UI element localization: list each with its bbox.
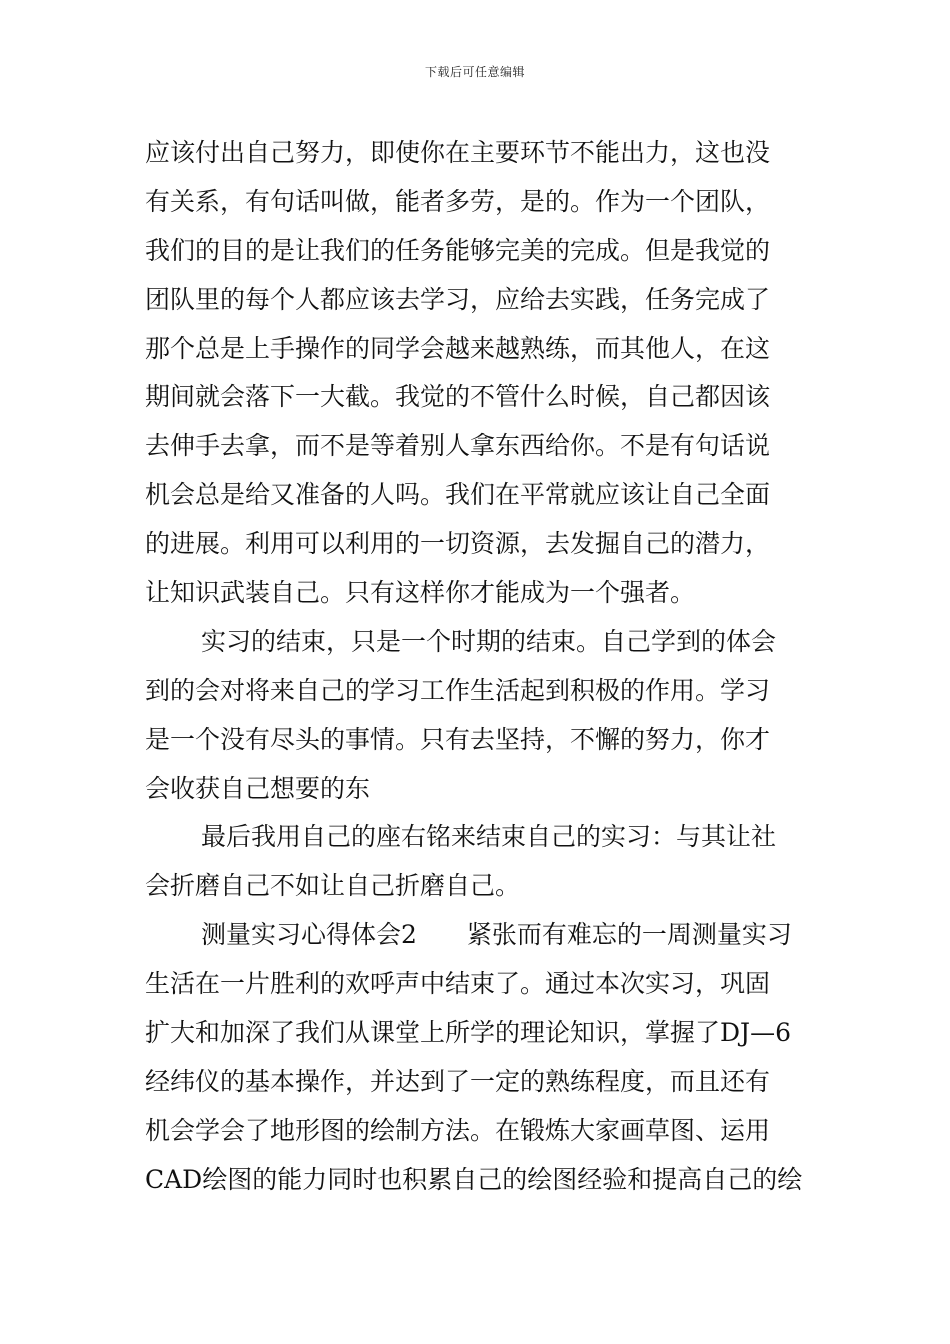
text-line: 生活在一片胜利的欢呼声中结束了。通过本次实习，巩固	[145, 969, 771, 999]
text-line: 让知识武装自己。只有这样你才能成为一个强者。	[145, 578, 696, 608]
text-line: 应该付出自己努力，即使你在主要环节不能出力，这也没	[145, 138, 771, 167]
text-line: 扩大和加深了我们从课堂上所学的理论知识，掌握了DJ—6	[145, 1018, 791, 1048]
text-line: 是一个没有尽头的事情。只有去坚持，不懈的努力，你才	[145, 724, 771, 754]
text-line: 会折磨自己不如让自己折磨自己。	[145, 871, 521, 901]
text-line: 经纬仪的基本操作，并达到了一定的熟练程度，而且还有	[145, 1066, 771, 1096]
body-text	[145, 129, 810, 1205]
text-line: 会收获自己想要的东	[145, 773, 371, 803]
text-line: 的进展。利用可以利用的一切资源，去发掘自己的潜力，	[145, 529, 771, 559]
section-heading-line: 测量实习心得体会2 紧张而有难忘的一周测量实习	[201, 920, 792, 950]
text-line: 到的会对将来自己的学习工作生活起到积极的作用。学习	[145, 675, 771, 705]
header-note: 下载后可任意编辑	[424, 65, 525, 79]
text-line: CAD绘图的能力同时也积累自己的绘图经验和提高自己的绘	[145, 1164, 803, 1194]
text-line: 机会学会了地形图的绘制方法。在锻炼大家画草图、运用	[145, 1115, 771, 1145]
paragraph-start-line: 最后我用自己的座右铭来结束自己的实习：与其让社	[201, 822, 777, 852]
text-line: 机会总是给又准备的人吗。我们在平常就应该让自己全面	[145, 480, 771, 510]
text-line: 团队里的每个人都应该去学习，应给去实践，任务完成了	[145, 284, 771, 314]
text-line: 去伸手去拿，而不是等着别人拿东西给你。不是有句话说	[145, 431, 771, 461]
text-line: 那个总是上手操作的同学会越来越熟练，而其他人，在这	[145, 333, 771, 363]
paragraph-start-line: 实习的结束，只是一个时期的结束。自己学到的体会	[201, 626, 777, 656]
text-line: 有关系，有句话叫做，能者多劳，是的。作为一个团队，	[145, 186, 771, 216]
text-line: 我们的目的是让我们的任务能够完美的完成。但是我觉的	[145, 235, 771, 265]
text-line: 期间就会落下一大截。我觉的不管什么时候，自己都因该	[145, 382, 771, 412]
